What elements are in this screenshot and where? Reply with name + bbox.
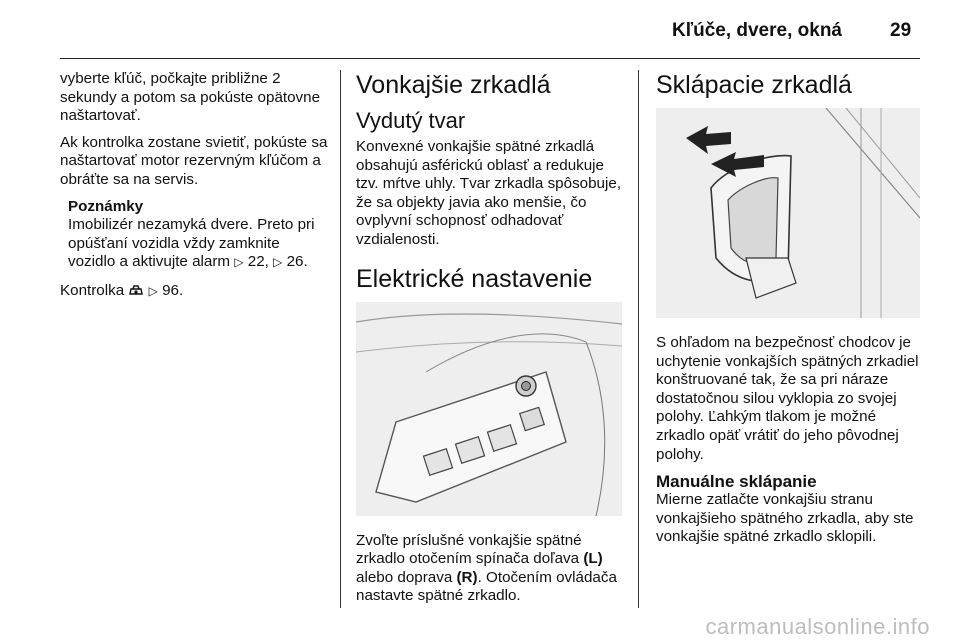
section-heading: Sklápacie zrkadlá <box>656 71 852 99</box>
note-title: Poznámky <box>68 197 144 215</box>
note-box <box>68 198 328 272</box>
subsection-heading: Vydutý tvar <box>356 108 466 133</box>
subsection-heading: Manuálne sklápanie <box>656 472 817 492</box>
note-text-body: Imobilizér nezamyká dvere. Preto pri opúšťaní vozidla vždy zamknite vozidlo a aktivujte alarm <box>68 216 315 271</box>
caption-left-key: (L) <box>583 550 603 568</box>
ref-arrow-icon: ▷ <box>234 255 244 270</box>
ref-arrow-icon: ▷ <box>148 283 158 298</box>
paragraph: Ak kontrolka zostane svietiť, pokúste sa naštartovať motor rezervným kľúčom a obráťte sa na servis. <box>60 133 328 188</box>
page-number: 29 <box>890 20 912 41</box>
folding-mirror-illustration <box>656 108 920 318</box>
column-divider <box>340 70 341 608</box>
page-reference[interactable]: 96. <box>162 281 184 299</box>
caption-text: alebo doprava <box>356 568 453 586</box>
column-1 <box>60 70 328 309</box>
paragraph: S ohľadom na bezpečnosť chodcov je uchytenie vonkajších spätných zrkadiel konštruované tak, že sa pri náraze dostatočnou silou vyklopia zo svojej polohy. Ľahkým tlakom je možné zrkadlo opäť vrátiť do jeho pôvodnej polohy. <box>656 334 919 463</box>
running-header-title: Kľúče, dvere, okná <box>672 20 842 41</box>
figure-caption <box>356 532 624 606</box>
immobilizer-icon <box>128 284 144 296</box>
column-divider <box>638 70 639 608</box>
note-text <box>68 216 328 272</box>
section-heading: Vonkajšie zrkadlá <box>356 71 551 99</box>
power-window-switch-illustration <box>356 302 622 516</box>
caption-text: Zvoľte príslušné vonkajšie spätné zrkadlo otočením spínača doľava <box>356 531 582 568</box>
page-reference[interactable]: 26. <box>286 253 308 271</box>
caption-right-key: (R) <box>456 568 478 586</box>
caption-text: . Otočením ovládača nastavte spätné zrkadlo. <box>356 568 617 605</box>
paragraph: vyberte kľúč, počkajte približne 2 sekundy a potom sa pokúste opätovne naštartovať. <box>60 70 321 125</box>
header-rule <box>60 58 920 59</box>
paragraph <box>60 282 328 301</box>
paragraph: Mierne zatlačte vonkajšiu stranu vonkajšieho spätného zrkadla, aby ste vonkajšie spätné zrkadlo sklopili. <box>656 491 914 546</box>
watermark-text: carmanualsonline.info <box>705 614 930 639</box>
column-2 <box>356 70 624 614</box>
kontrolka-label: Kontrolka <box>60 281 125 299</box>
page-reference[interactable]: 22, <box>247 253 269 271</box>
ref-arrow-icon: ▷ <box>273 255 283 270</box>
paragraph: Konvexné vonkajšie spätné zrkadlá obsahujú asférickú oblasť a redukuje tzv. mŕtve uhly. Tvar zrkadla spôsobuje, že sa objekty javia ako menšie, čo ovplyvní schopnosť odhadovať vzdialenosti. <box>356 138 622 248</box>
section-heading: Elektrické nastavenie <box>356 264 593 293</box>
column-3 <box>656 70 924 555</box>
